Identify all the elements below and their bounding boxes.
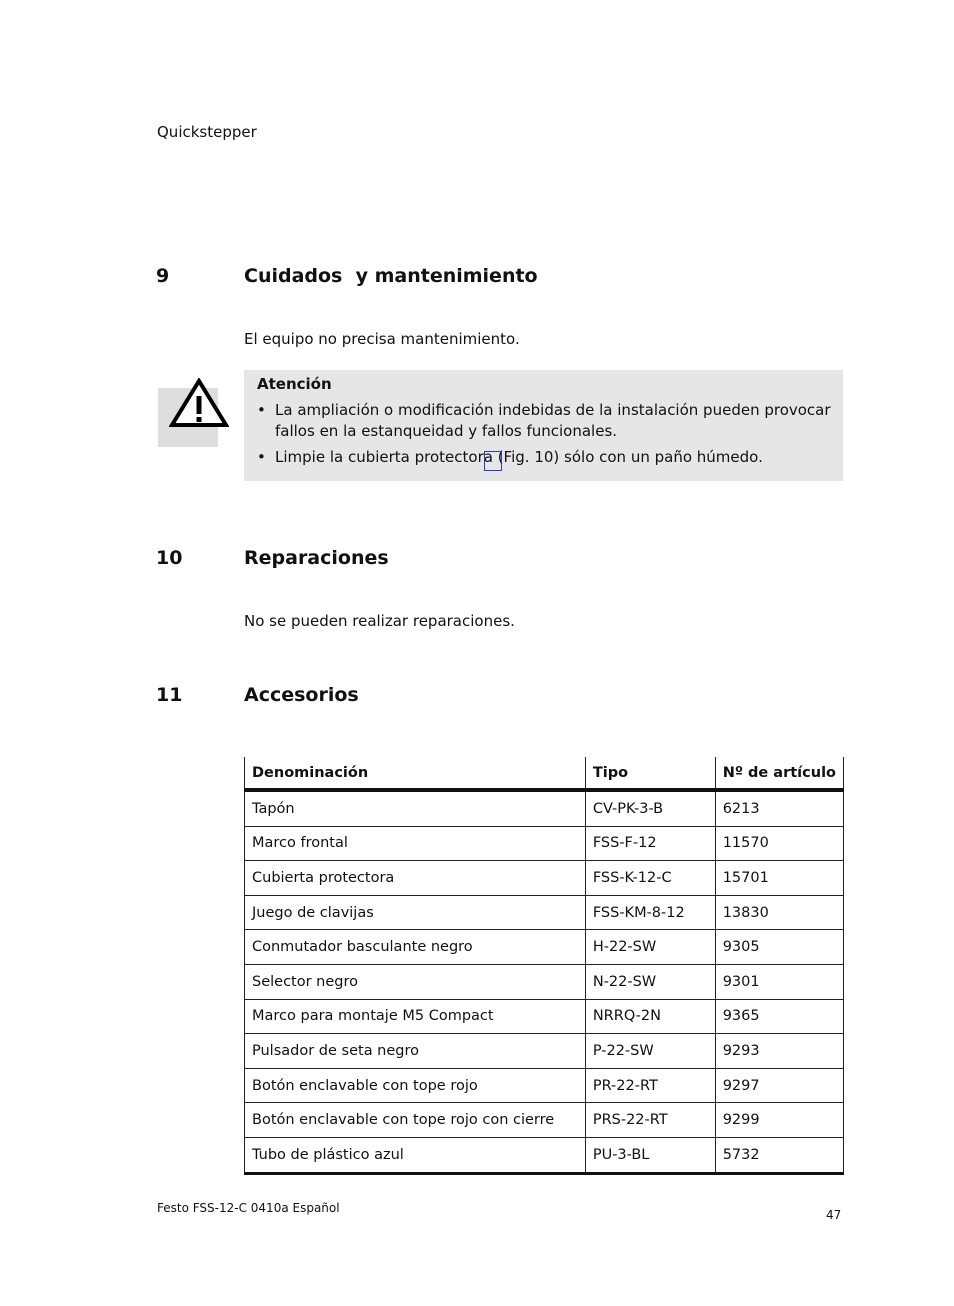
notice-bullet-2 [257, 447, 763, 468]
bullet-dot: • [257, 448, 266, 466]
section-11-number: 11 [156, 684, 183, 706]
table-row [245, 1103, 844, 1138]
table-row [245, 895, 844, 930]
cell-articulo: 9293 [715, 1034, 843, 1069]
cell-denominacion: Botón enclavable con tope rojo con cierre [245, 1103, 586, 1138]
cell-tipo: CV-PK-3-B [585, 790, 715, 826]
cell-articulo: 5732 [715, 1137, 843, 1173]
cell-tipo: P-22-SW [585, 1034, 715, 1069]
header-tipo: Tipo [585, 757, 715, 790]
attention-notice [244, 370, 843, 481]
cell-tipo: FSS-K-12-C [585, 861, 715, 896]
table-row [245, 1137, 844, 1173]
footer-document-id: Festo FSS-12-C 0410a Español [157, 1201, 340, 1215]
notice-bullet-2-line-1: Limpie la cubierta protectora (Fig. 10) sólo con un paño húmedo. [275, 448, 763, 466]
cell-articulo: 11570 [715, 826, 843, 861]
section-9-number: 9 [156, 265, 170, 287]
cell-tipo: PR-22-RT [585, 1068, 715, 1103]
cell-articulo: 9299 [715, 1103, 843, 1138]
cell-tipo: PRS-22-RT [585, 1103, 715, 1138]
cell-tipo: N-22-SW [585, 964, 715, 999]
cell-articulo: 9297 [715, 1068, 843, 1103]
section-10-title: Reparaciones [244, 547, 389, 569]
warning-icon-box [158, 388, 218, 447]
notice-bullet-1-line-1: La ampliación o modificación indebidas de la instalación pueden provocar [275, 401, 831, 419]
cell-tipo: NRRQ-2N [585, 999, 715, 1034]
header-denominacion: Denominación [245, 757, 586, 790]
warning-triangle-icon [169, 378, 229, 438]
table-row [245, 964, 844, 999]
table-row [245, 790, 844, 826]
table-row [245, 1034, 844, 1069]
cell-denominacion: Marco para montaje M5 Compact [245, 999, 586, 1034]
cell-tipo: H-22-SW [585, 930, 715, 965]
header-articulo: Nº de artículo [715, 757, 843, 790]
cell-denominacion: Marco frontal [245, 826, 586, 861]
cell-denominacion: Conmutador basculante negro [245, 930, 586, 965]
cell-articulo: 15701 [715, 861, 843, 896]
cell-articulo: 9301 [715, 964, 843, 999]
section-11-title: Accesorios [244, 684, 359, 706]
table-row [245, 1068, 844, 1103]
section-9-title: Cuidados y mantenimiento [244, 265, 538, 287]
cell-articulo: 9365 [715, 999, 843, 1034]
section-10-number: 10 [156, 547, 183, 569]
figure-reference-link[interactable] [484, 451, 502, 471]
table-row [245, 930, 844, 965]
notice-bullet-1-line-2: fallos en la estanqueidad y fallos funcionales. [275, 422, 618, 440]
cell-denominacion: Botón enclavable con tope rojo [245, 1068, 586, 1103]
section-9-text: El equipo no precisa mantenimiento. [244, 330, 520, 348]
cell-denominacion: Cubierta protectora [245, 861, 586, 896]
notice-title: Atención [257, 375, 332, 393]
table-row [245, 999, 844, 1034]
cell-articulo: 13830 [715, 895, 843, 930]
running-header: Quickstepper [157, 123, 257, 141]
table-header-row [245, 757, 844, 790]
cell-tipo: PU-3-BL [585, 1137, 715, 1173]
cell-denominacion: Pulsador de seta negro [245, 1034, 586, 1069]
cell-denominacion: Juego de clavijas [245, 895, 586, 930]
bullet-dot: • [257, 401, 266, 419]
section-10-text: No se pueden realizar reparaciones. [244, 612, 515, 630]
cell-denominacion: Tapón [245, 790, 586, 826]
cell-denominacion: Selector negro [245, 964, 586, 999]
notice-bullet-1 [257, 400, 831, 442]
cell-articulo: 6213 [715, 790, 843, 826]
table-row [245, 861, 844, 896]
table-row [245, 826, 844, 861]
footer-page-number: 47 [826, 1208, 842, 1222]
cell-articulo: 9305 [715, 930, 843, 965]
cell-tipo: FSS-KM-8-12 [585, 895, 715, 930]
cell-tipo: FSS-F-12 [585, 826, 715, 861]
accessories-table [244, 757, 844, 1175]
cell-denominacion: Tubo de plástico azul [245, 1137, 586, 1173]
